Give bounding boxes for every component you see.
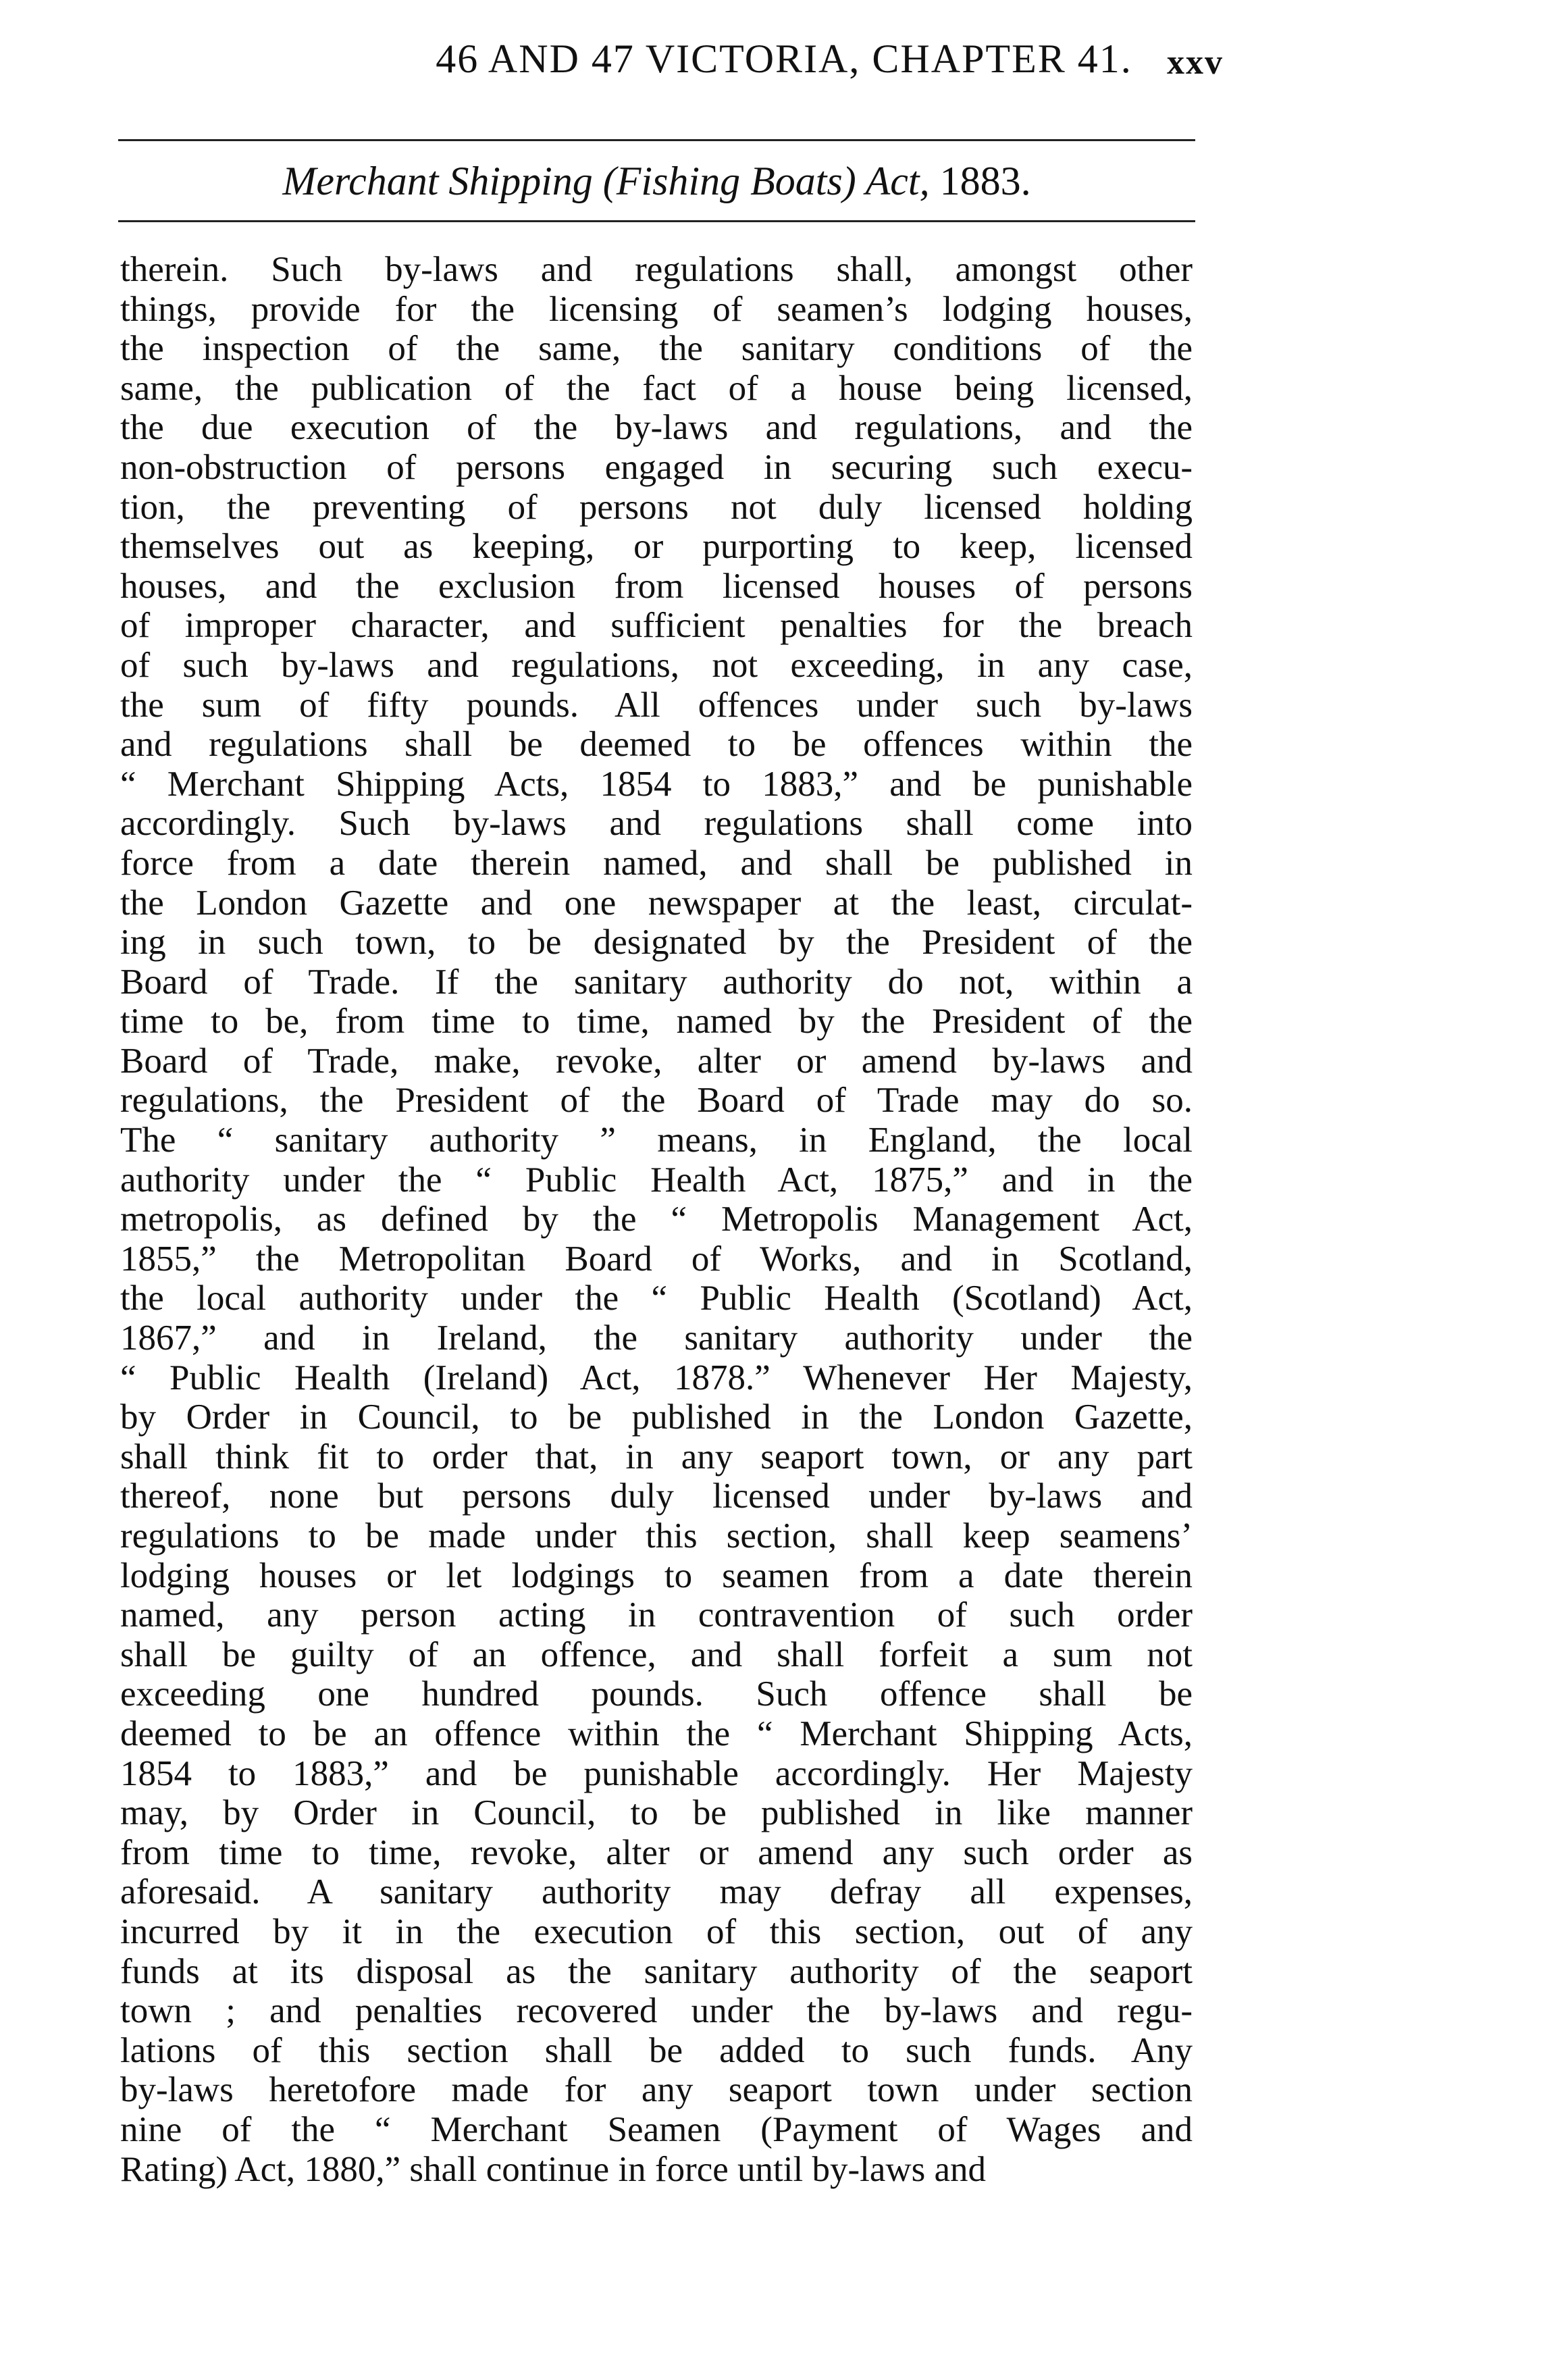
body-line: lations of this section shall be added to such funds. Any [120,2030,1193,2070]
body-line: from time to time, revoke, alter or amend any such order as [120,1832,1193,1872]
body-line: may, by Order in Council, to be published in like manner [120,1793,1193,1833]
page-number: xxv [1167,43,1224,82]
act-short-title [0,150,1313,212]
body-line: force from a date therein named, and shall be published in [120,843,1193,883]
body-line: “ Merchant Shipping Acts, 1854 to 1883,” and be punishable [120,764,1193,804]
body-line: 1855,” the Metropolitan Board of Works, and in Scotland, [120,1239,1193,1279]
body-line: by-laws heretofore made for any seaport town under section [120,2070,1193,2110]
body-line: Rating) Act, 1880,” shall continue in force until by-laws and [120,2149,987,2189]
body-line: the local authority under the “ Public Health (Scotland) Act, [120,1279,1193,1318]
header-rule-bottom [118,220,1195,222]
body-line: lodging houses or let lodgings to seamen from a date therein [120,1556,1193,1595]
body-line: of such by-laws and regulations, not exceeding, in any case, [120,645,1193,685]
body-line: town ; and penalties recovered under the by-laws and regu- [120,1991,1193,2031]
body-line: metropolis, as defined by the “ Metropolis Management Act, [120,1200,1193,1239]
body-line: regulations, the President of the Board of Trade may do so. [120,1081,1193,1121]
running-title: 46 AND 47 VICTORIA, CHAPTER 41. [436,36,1132,81]
body-line: named, any person acting in contravention of such order [120,1595,1193,1635]
body-line: by Order in Council, to be published in the London Gazette, [120,1397,1193,1437]
body-line: and regulations shall be deemed to be offences within the [120,725,1193,765]
body-line: nine of the “ Merchant Seamen (Payment of Wages and [120,2109,1193,2149]
body-line: incurred by it in the execution of this section, out of any [120,1911,1193,1951]
body-line: exceeding one hundred pounds. Such offence shall be [120,1674,1193,1714]
body-line: same, the publication of the fact of a house being licensed, [120,368,1193,408]
body-line: the due execution of the by-laws and regulations, and the [120,408,1193,448]
body-line: houses, and the exclusion from licensed houses of persons [120,566,1193,606]
header-rule-top [118,139,1195,141]
act-short-title-text: Merchant Shipping (Fishing Boats) Act, [282,159,930,203]
body-line: Board of Trade. If the sanitary authority do not, within a [120,962,1193,1002]
body-line: non-obstruction of persons engaged in securing such execu- [120,447,1193,487]
body-paragraph [120,250,1193,2189]
body-line: funds at its disposal as the sanitary authority of the seaport [120,1951,1193,1991]
body-line: tion, the preventing of persons not duly licensed holding [120,487,1193,527]
body-line: of improper character, and sufficient penalties for the breach [120,606,1193,646]
body-line: regulations to be made under this section, shall keep seamens’ [120,1516,1193,1556]
body-line: accordingly. Such by-laws and regulations shall come into [120,804,1193,844]
body-line: “ Public Health (Ireland) Act, 1878.” Whenever Her Majesty, [120,1358,1193,1397]
body-line: aforesaid. A sanitary authority may defray all expenses, [120,1872,1193,1912]
body-line: Board of Trade, make, revoke, alter or amend by-laws and [120,1041,1193,1081]
body-line: things, provide for the licensing of seamen’s lodging houses, [120,289,1193,329]
body-line: The “ sanitary authority ” means, in England, the local [120,1121,1193,1160]
body-line: shall be guilty of an offence, and shall forfeit a sum not [120,1635,1193,1674]
body-line: deemed to be an offence within the “ Merchant Shipping Acts, [120,1714,1193,1753]
body-line: time to be, from time to time, named by the President of the [120,1002,1193,1042]
body-line: therein. Such by-laws and regulations shall, amongst other [120,250,1193,289]
body-line: shall think fit to order that, in any seaport town, or any part [120,1437,1193,1476]
body-line: thereof, none but persons duly licensed under by-laws and [120,1476,1193,1516]
body-line: 1867,” and in Ireland, the sanitary authority under the [120,1318,1193,1358]
body-line: the sum of fifty pounds. All offences under such by-laws [120,685,1193,725]
body-line: themselves out as keeping, or purporting to keep, licensed [120,527,1193,567]
body-line: the London Gazette and one newspaper at the least, circulat- [120,883,1193,923]
act-short-title-year: 1883. [939,159,1031,203]
running-head [0,28,1568,89]
body-line: ing in such town, to be designated by the President of the [120,923,1193,962]
body-line: the inspection of the same, the sanitary conditions of the [120,329,1193,369]
body-line: authority under the “ Public Health Act, 1875,” and in the [120,1160,1193,1200]
body-line: 1854 to 1883,” and be punishable accordingly. Her Majesty [120,1753,1193,1793]
